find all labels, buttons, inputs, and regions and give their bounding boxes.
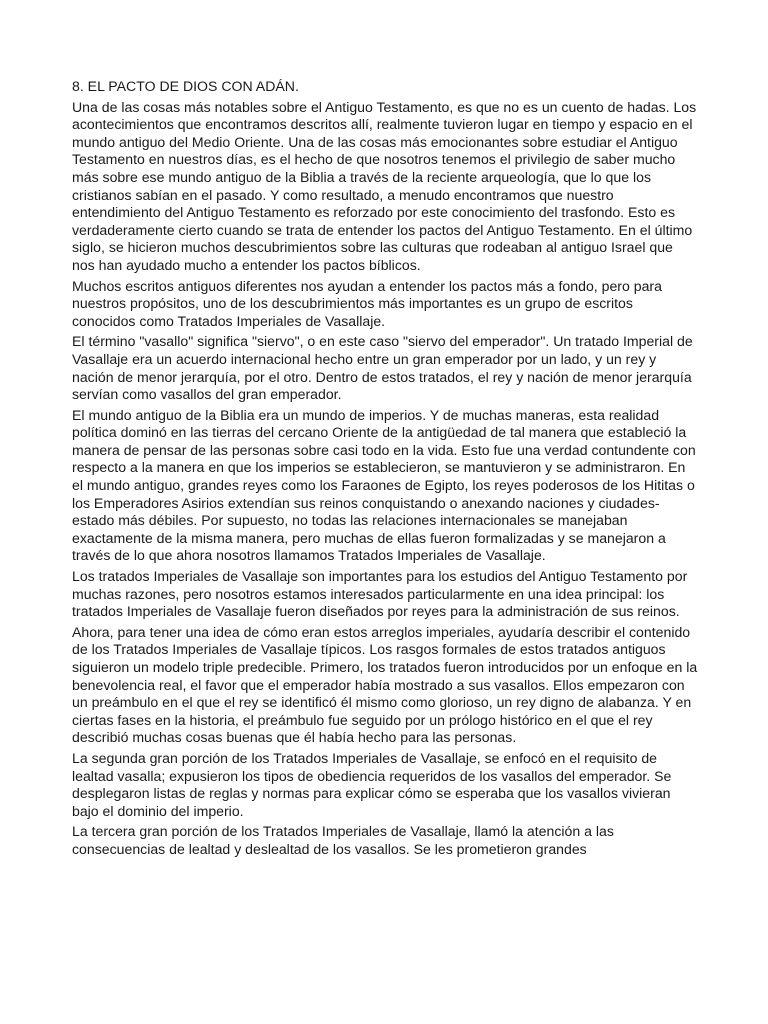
document-title: 8. EL PACTO DE DIOS CON ADÁN. — [72, 78, 299, 94]
paragraph-2: Muchos escritos antiguos diferentes nos ayudan a entender los pactos más a fondo, pero para nuestros propósitos, uno de los descubrimientos más importantes es un grupo de escritos conocidos como Tratados Imperiales de Vasallaje. — [72, 277, 662, 329]
paragraph-8: La tercera gran porción de los Tratados Imperiales de Vasallaje, llamó la atención a las consecuencias de lealtad y deslealtad de los vasallos. Se les prometieron grandes — [72, 823, 614, 857]
paragraph-7: La segunda gran porción de los Tratados Imperiales de Vasallaje, se enfocó en el requisito de lealtad vasalla; expusieron los tipos de obediencia requeridos de los vasallos del emperador. Se desplegaron listas de reglas y normas para explicar cómo se esperaba que los vasallos vivieran bajo el dominio del imperio. — [72, 749, 672, 819]
paragraph-1: Una de las cosas más notables sobre el Antiguo Testamento, es que no es un cuento de hadas. Los acontecimientos que encontramos descritos allí, realmente tuvieron lugar en tiempo y espacio en el mundo antiguo del Medio Oriente. Una de las cosas más emocionantes sobre estudiar el Antiguo Testamento en nuestros días, es el hecho de que nosotros tenemos el privilegio de saber mucho más sobre ese mundo antiguo de la Biblia a través de la reciente arqueología, que lo que los cristianos sabían en el pasado. Y como resultado, a menudo encontramos que nuestro entendimiento del Antiguo Testamento es reforzado por este conocimiento del trasfondo. Esto es verdaderamente cierto cuando se trata de entender los pactos del Antiguo Testamento. En el último siglo, se hicieron muchos descubrimientos sobre las culturas que rodeaban al antiguo Israel que nos han ayudado mucho a entender los pactos bíblicos. — [72, 98, 697, 273]
paragraph-4: El mundo antiguo de la Biblia era un mundo de imperios. Y de muchas maneras, esta realidad política dominó en las tierras del cercano Oriente de la antigüedad de tal manera que estableció la manera de pensar de las personas sobre casi todo en la vida. Esto fue una verdad contundente con respecto a la manera en que los imperios se establecieron, se mantuvieron y se administraron. En el mundo antiguo, grandes reyes como los Faraones de Egipto, los reyes poderosos de los Hititas o los Emperadores Asirios extendían sus reinos conquistando o anexando naciones y ciudades-estado más débiles. Por supuesto, no todas las relaciones internacionales se manejaban exactamente de la misma manera, pero muchas de ellas fueron formalizadas y se manejaron a través de lo que ahora nosotros llamamos Tratados Imperiales de Vasallaje. — [72, 406, 696, 564]
paragraph-6: Ahora, para tener una idea de cómo eran estos arreglos imperiales, ayudaría describir el contenido de los Tratados Imperiales de Vasallaje típicos. Los rasgos formales de estos tratados antiguos siguieron un modelo triple predecible. Primero, los tratados fueron introducidos por un enfoque en la benevolencia real, el favor que el emperador había mostrado a sus vasallos. Ellos empezaron con un preámbulo en el que el rey se identificó él mismo como glorioso, un rey digno de alabanza. Y en ciertas fases en la historia, el preámbulo fue seguido por un prólogo histórico en el que el rey describió muchas cosas buenas que él había hecho para las personas. — [72, 623, 698, 746]
document-page — [72, 78, 698, 862]
paragraph-3: El término "vasallo" significa "siervo", o en este caso "siervo del emperador". Un tratado Imperial de Vasallaje era un acuerdo internacional hecho entre un gran emperador por un lado, y un rey y nación de menor jerarquía, por el otro. Dentro de estos tratados, el rey y nación de menor jerarquía servían como vasallos del gran emperador. — [72, 333, 693, 403]
paragraph-5: Los tratados Imperiales de Vasallaje son importantes para los estudios del Antiguo Testamento por muchas razones, pero nosotros estamos interesados particularmente en una idea principal: los tratados Imperiales de Vasallaje fueron diseñados por reyes para la administración de sus reinos. — [72, 568, 688, 620]
